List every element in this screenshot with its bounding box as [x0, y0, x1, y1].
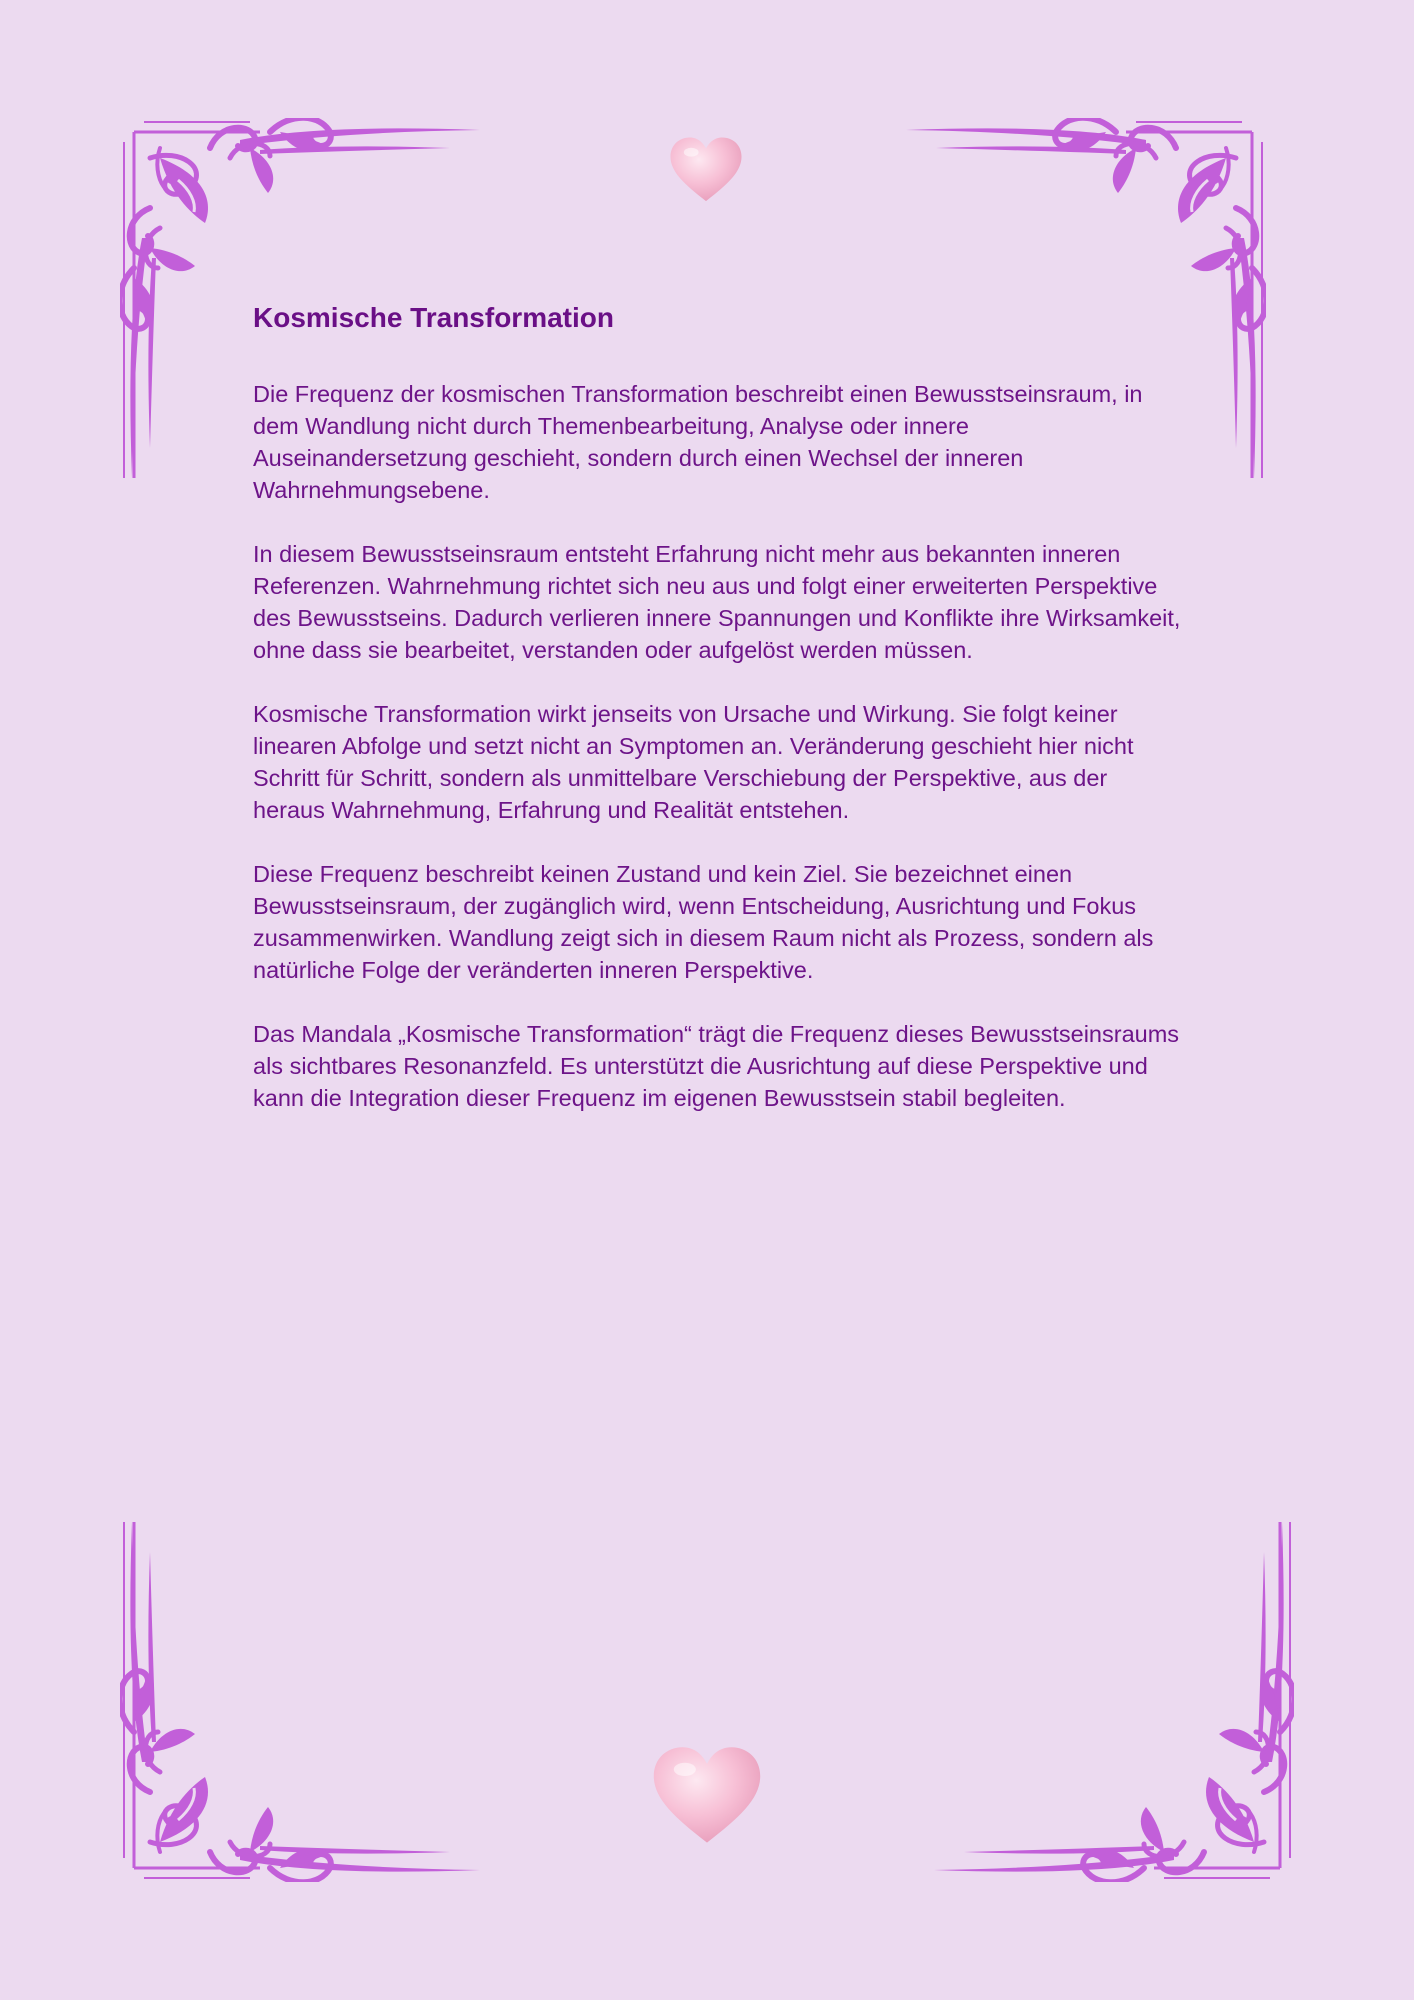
paragraph: Die Frequenz der kosmischen Transformation beschreibt einen Bewusstseinsraum, in dem Wandlung nicht durch Themenbearbeitung, Analyse oder innere Auseinandersetzung geschieht, sondern durch einen Wechsel der inneren Wahrnehmungsebene.	[253, 381, 1143, 503]
corner-ornament-bottom-right-icon	[914, 1502, 1294, 1882]
heart-icon	[650, 1745, 764, 1847]
paragraph: Diese Frequenz beschreibt keinen Zustand und kein Ziel. Sie bezeichnet einen Bewusstseinsraum, der zugänglich wird, wenn Entscheidung, Ausrichtung und Fokus zusammenwirken. Wandlung zeigt sich in diesem Raum nicht als Prozess, sondern als natürliche Folge der veränderten inneren Perspektive.	[253, 861, 1154, 983]
paragraph: Kosmische Transformation wirkt jenseits von Ursache und Wirkung. Sie folgt keiner linearen Abfolge und setzt nicht an Symptomen an. Veränderung geschieht hier nicht Schritt für Schritt, sondern als unmittelbare Verschiebung der Perspektive, aus der heraus Wahrnehmung, Erfahrung und Realität entstehen.	[253, 701, 1134, 823]
paragraph: In diesem Bewusstseinsraum entsteht Erfahrung nicht mehr aus bekannten inneren Referenzen. Wahrnehmung richtet sich neu aus und folgt einer erweiterten Perspektive des Bewusstseins. Dadurch verlieren innere Spannungen und Konflikte ihre Wirksamkeit, ohne dass sie bearbeitet, verstanden oder aufgelöst werden müssen.	[253, 541, 1181, 663]
paragraph: Das Mandala „Kosmische Transformation“ trägt die Frequenz dieses Bewusstseinsraums als sichtbares Resonanzfeld. Es unterstützt die Ausrichtung auf diese Perspektive und kann die Integration dieser Frequenz im eigenen Bewusstsein stabil begleiten.	[253, 1021, 1180, 1111]
document-body	[253, 300, 1183, 1146]
corner-ornament-bottom-left-icon	[120, 1502, 500, 1882]
heart-icon	[669, 135, 743, 205]
page-title: Kosmische Transformation	[253, 302, 614, 333]
